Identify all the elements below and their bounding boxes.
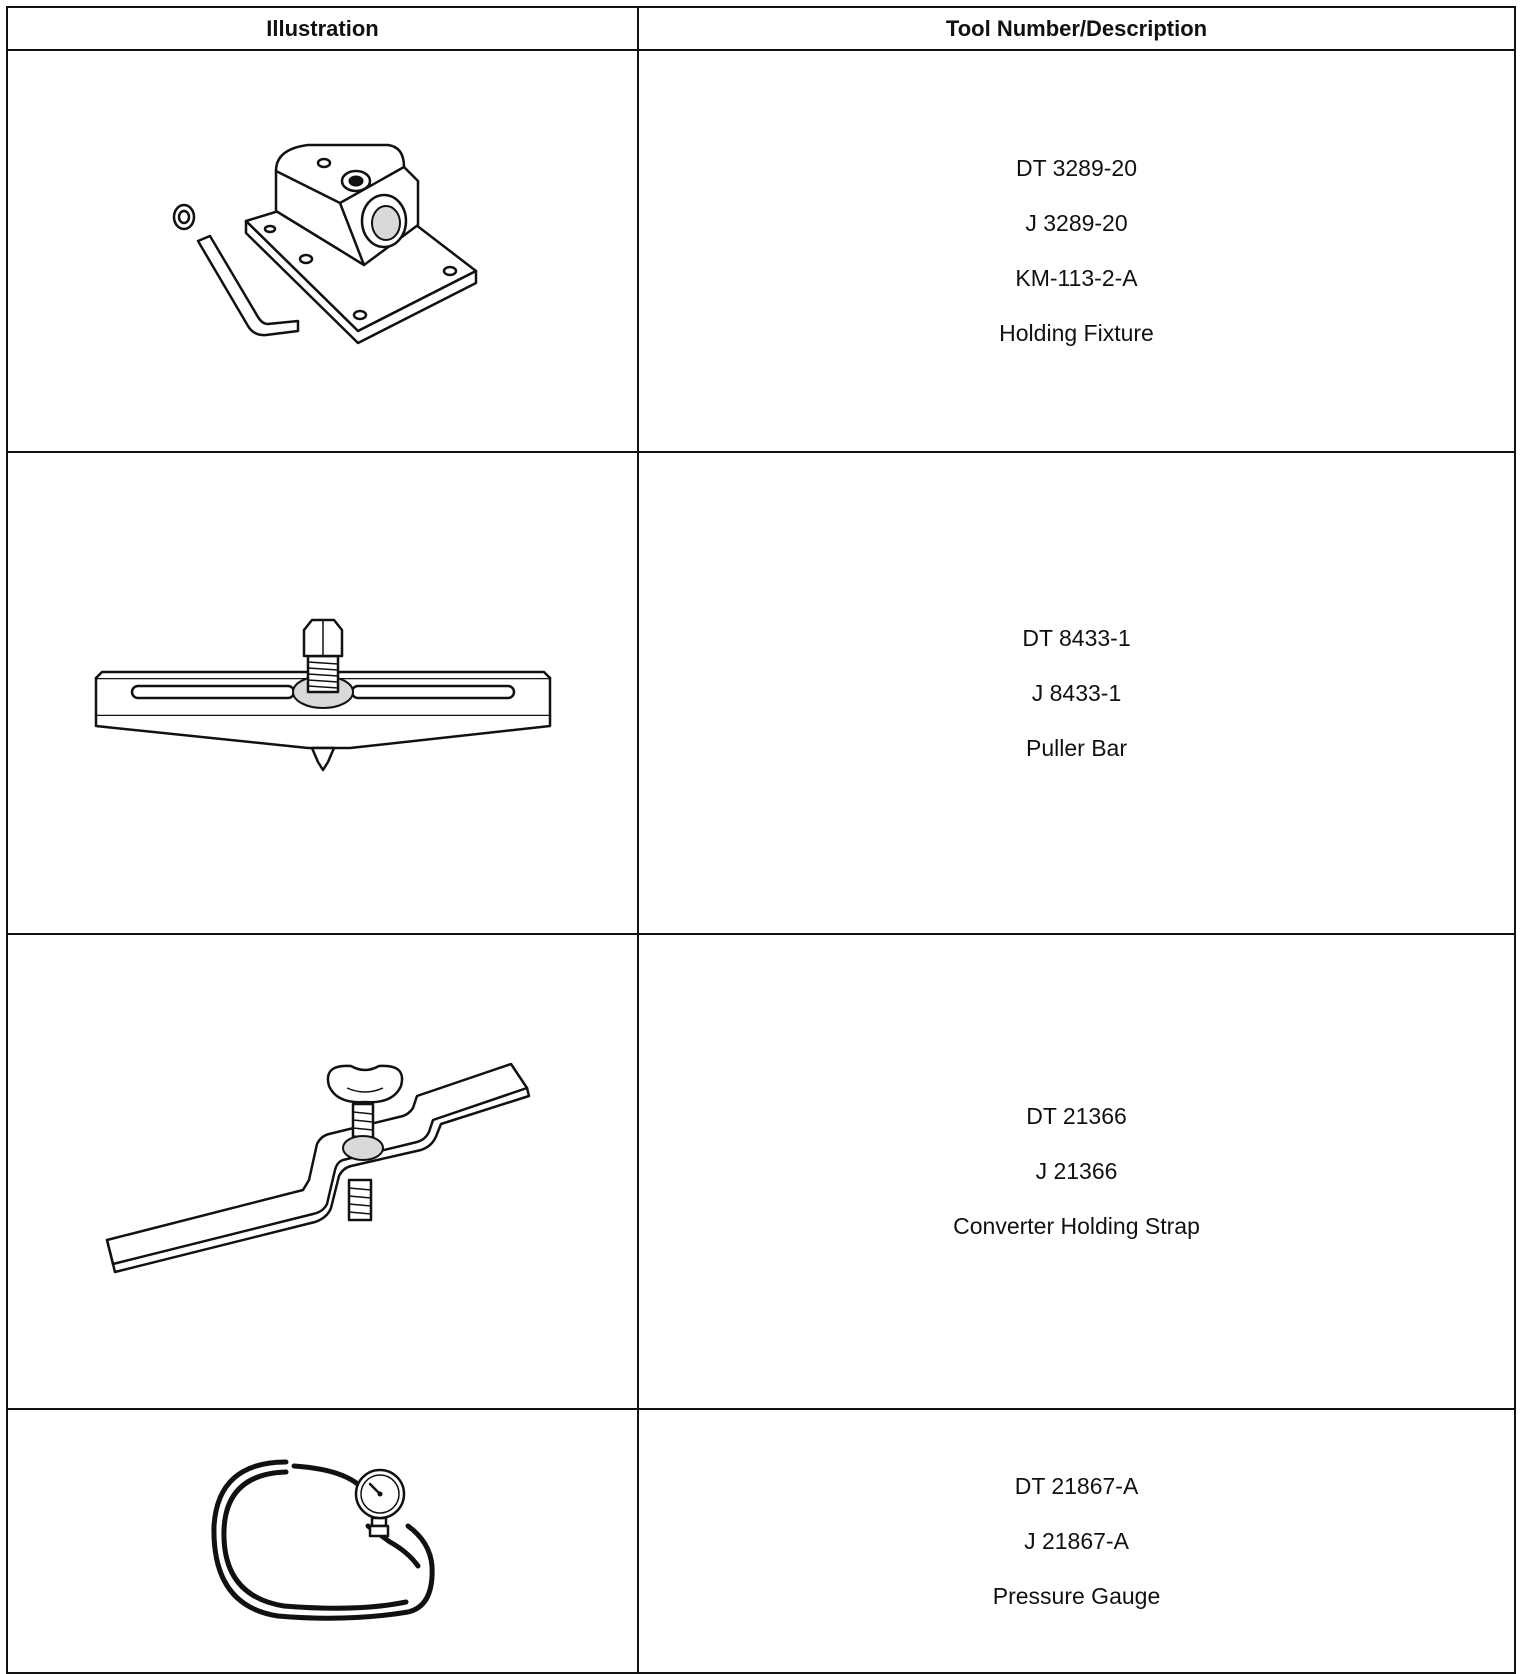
illustration-cell xyxy=(7,934,638,1409)
pressure-gauge-illustration xyxy=(208,1456,438,1626)
tool-name: Pressure Gauge xyxy=(992,1582,1161,1609)
tool-description-cell xyxy=(638,452,1515,934)
table-header-row xyxy=(7,7,1515,50)
header-tool-number-description: Tool Number/Description xyxy=(638,7,1515,50)
tool-number-j: J 8433-1 xyxy=(1031,679,1122,706)
illustration-cell xyxy=(7,452,638,934)
special-tools-table xyxy=(6,6,1516,1674)
header-illustration: Illustration xyxy=(7,7,638,50)
tool-number-j: J 21867-A xyxy=(1024,1527,1129,1554)
tool-number-j: J 3289-20 xyxy=(1025,210,1128,236)
illustration-cell xyxy=(7,1409,638,1673)
table-row xyxy=(7,452,1515,934)
converter-holding-strap-illustration xyxy=(103,1052,543,1292)
table-row xyxy=(7,50,1515,452)
tool-description-cell xyxy=(638,934,1515,1409)
tool-description-cell xyxy=(638,50,1515,452)
tool-number-j: J 21366 xyxy=(1035,1158,1118,1184)
tool-number-dt: DT 3289-20 xyxy=(1015,155,1138,181)
puller-bar-illustration xyxy=(88,608,558,778)
holding-fixture-illustration xyxy=(158,141,488,361)
table-row xyxy=(7,934,1515,1409)
tool-number-dt: DT 21366 xyxy=(1026,1103,1127,1129)
tool-number-dt: DT 8433-1 xyxy=(1022,624,1131,651)
tool-name: Holding Fixture xyxy=(999,320,1154,346)
tool-number-dt: DT 21867-A xyxy=(1014,1472,1139,1499)
illustration-cell xyxy=(7,50,638,452)
tool-name: Converter Holding Strap xyxy=(953,1213,1200,1239)
tool-name: Puller Bar xyxy=(1026,734,1127,761)
tool-number-km: KM-113-2-A xyxy=(1015,265,1138,291)
tool-description-cell xyxy=(638,1409,1515,1673)
table-row xyxy=(7,1409,1515,1673)
